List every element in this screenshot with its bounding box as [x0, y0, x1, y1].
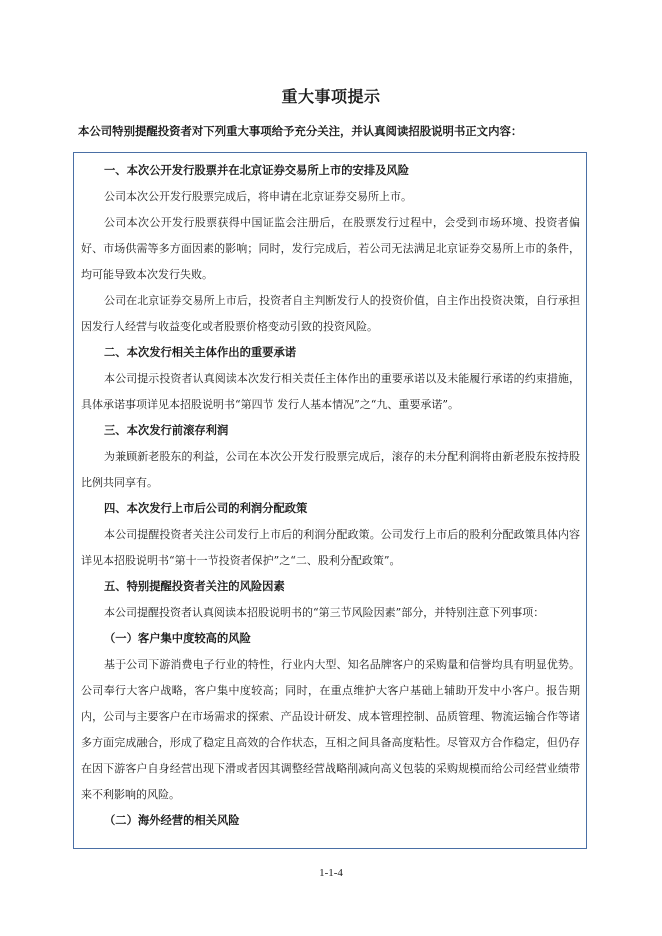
section-heading: 二、本次发行相关主体作出的重要承诺 — [104, 346, 297, 359]
section-heading: 五、特别提醒投资者关注的风险因素 — [104, 580, 285, 593]
page-title: 重大事项提示 — [281, 87, 381, 106]
section-paragraph: 为兼顾新老股东的利益，公司在本次公开发行股票完成后，滚存的未分配利润将由新老股东按持股比例共同享有。 — [81, 450, 580, 489]
section-paragraph: 本公司提醒投资者认真阅读本招股说明书的“第三节风险因素”部分，并特别注意下列事项： — [104, 606, 545, 619]
section-paragraph: 公司本次公开发行股票完成后，将申请在北京证券交易所上市。 — [104, 190, 412, 203]
intro-notice: 本公司特别提醒投资者对下列重大事项给予充分关注，并认真阅读招股说明书正文内容： — [78, 124, 523, 138]
page-number: 1-1-4 — [319, 867, 343, 879]
section-heading: 三、本次发行前滚存利润 — [104, 424, 229, 437]
section-heading: 一、本次公开发行股票并在北京证券交易所上市的安排及风险 — [104, 164, 410, 177]
section-paragraph: 本公司提示投资者认真阅读本次发行相关责任主体作出的重要承诺以及未能履行承诺的约束措施，具体承诺事项详见本招股说明书“第四节 发行人基本情况”之“九、重要承诺”。 — [81, 372, 580, 411]
section-paragraph: 公司在北京证券交易所上市后，投资者自主判断发行人的投资价值，自主作出投资决策，自行承担因发行人经营与收益变化或者股票价格变动引致的投资风险。 — [81, 294, 580, 333]
section-paragraph: 公司本次公开发行股票获得中国证监会注册后，在股票发行过程中，会受到市场环境、投资者偏好、市场供需等多方面因素的影响；同时，发行完成后，若公司无法满足北京证券交易所上市的条件，均可能导致本次发行失败。 — [81, 216, 580, 281]
notice-box — [73, 152, 587, 849]
risk-item-heading: （一）客户集中度较高的风险 — [104, 632, 251, 645]
section-heading: 四、本次发行上市后公司的利润分配政策 — [104, 502, 308, 515]
section-paragraph: 本公司提醒投资者关注公司发行上市后的利润分配政策。公司发行上市后的股利分配政策具体内容详见本招股说明书“第十一节投资者保护”之“二、股利分配政策”。 — [81, 528, 580, 567]
risk-item-paragraph: 基于公司下游消费电子行业的特性，行业内大型、知名品牌客户的采购量和信誉均具有明显优势。公司奉行大客户战略，客户集中度较高；同时，在重点维护大客户基础上辅助开发中小客户。报告期内，公司与主要客户在市场需求的探索、产品设计研发、成本管理控制、品质管理、物流运输合作等诸多方面完成融合，形成了稳定且高效的合作状态，互相之间具备高度粘性。尽管双方合作稳定，但仍存在因下游客户自身经营出现下滑或者因其调整经营战略削减向高义包装的采购规模而给公司经营业绩带来不利影响的风险。 — [81, 658, 580, 801]
notice-content — [74, 158, 586, 834]
risk-item-heading: （二）海外经营的相关风险 — [104, 814, 240, 827]
